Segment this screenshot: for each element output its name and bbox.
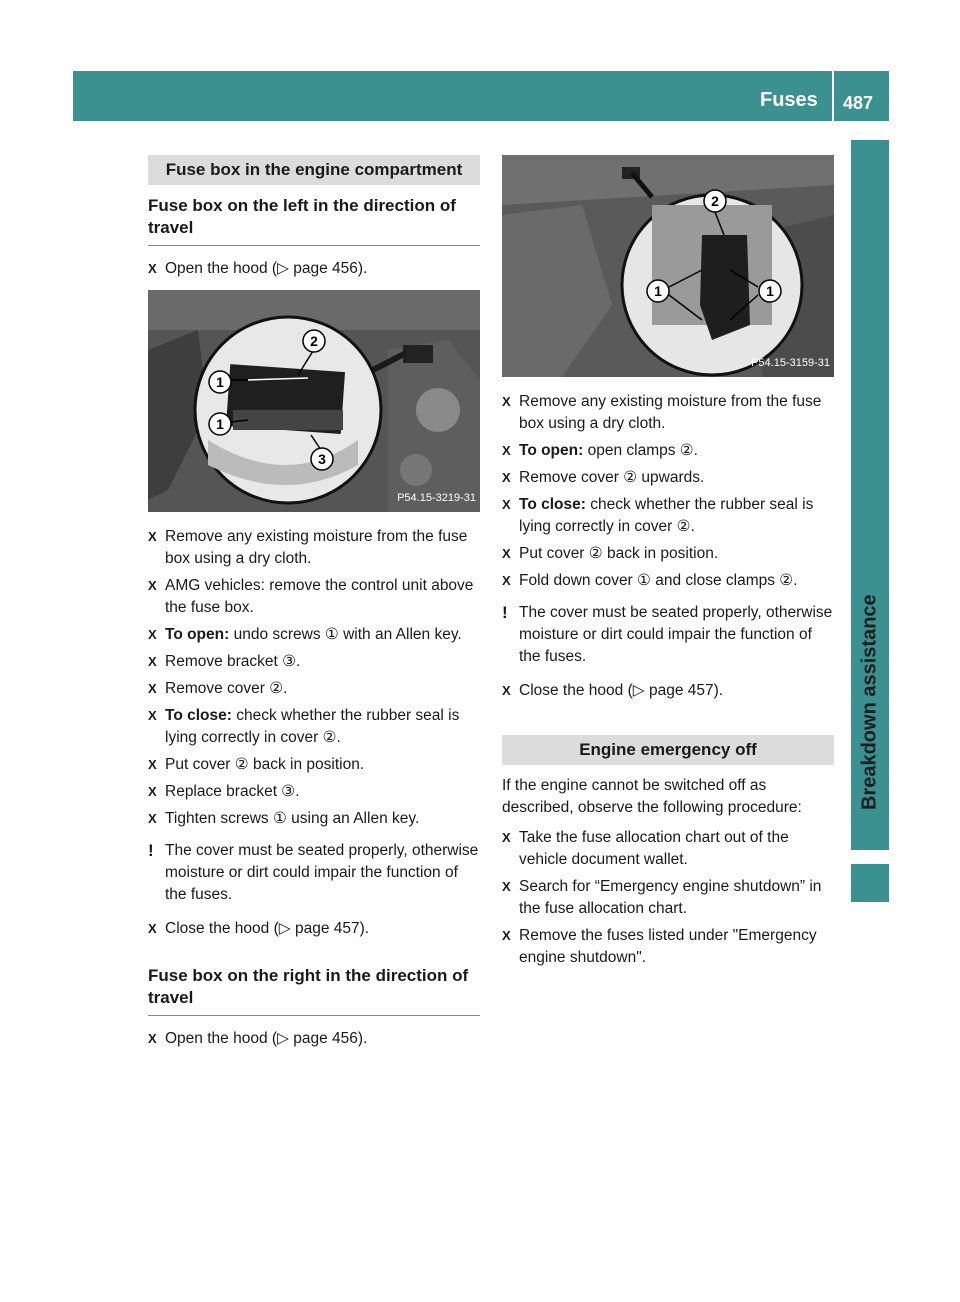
to-open-label: To open:	[165, 626, 230, 643]
subheading-right-fuse-box: Fuse box on the right in the direction of travel	[148, 965, 480, 1016]
callout-2-label: 2	[310, 333, 318, 349]
step-remove-cover: X Remove cover ②.	[148, 678, 480, 700]
callout-3-label: 3	[318, 451, 326, 467]
to-close-label-right: To close:	[519, 496, 586, 513]
callout-1-label-top: 1	[216, 374, 224, 390]
callout-1-label-bottom: 1	[216, 416, 224, 432]
step-to-open	[148, 624, 480, 646]
left-column	[148, 155, 480, 1055]
page-number: 487	[843, 93, 874, 113]
callout-1-label-left: 1	[654, 283, 662, 299]
step-remove-bracket: X Remove bracket ③.	[148, 651, 480, 673]
step-to-open-right	[502, 440, 834, 462]
engine-illustration-right	[502, 155, 834, 377]
step-remove-cover-upwards: X Remove cover ② upwards.	[502, 467, 834, 489]
side-marker-block	[851, 864, 889, 902]
to-open-text-right: open clamps ②.	[583, 442, 698, 459]
engine-photo-left	[148, 290, 480, 512]
step-amg-remove-control-unit: X AMG vehicles: remove the control unit above the fuse box.	[148, 575, 480, 619]
to-open-text: undo screws ① with an Allen key.	[229, 626, 462, 643]
section-title-emergency-off: Engine emergency off	[502, 735, 834, 765]
section-title-fuse-box: Fuse box in the engine compartment	[148, 155, 480, 185]
header-title: Fuses	[760, 89, 818, 111]
step-replace-bracket: X Replace bracket ③.	[148, 781, 480, 803]
photo-code-left: P54.15-3219-31	[397, 492, 476, 504]
step-put-cover-back: X Put cover ② back in position.	[148, 754, 480, 776]
step-search-shutdown: X Search for “Emergency engine shutdown” in the fuse allocation chart.	[502, 876, 834, 920]
step-close-hood: X Close the hood (▷ page 457).	[148, 918, 480, 940]
step-take-chart: X Take the fuse allocation chart out of the vehicle document wallet.	[502, 827, 834, 871]
side-tab-label: Breakdown assistance	[858, 594, 881, 810]
step-open-hood-right: X Open the hood (▷ page 456).	[148, 1028, 480, 1050]
step-to-close	[148, 705, 480, 749]
callout-1-label-right: 1	[766, 283, 774, 299]
warning-note-text: The cover must be seated properly, otherwise moisture or dirt could impair the function of the fuses.	[165, 842, 479, 903]
step-remove-fuses: X Remove the fuses listed under "Emergency engine shutdown".	[502, 925, 834, 969]
warning-note-text-right: The cover must be seated properly, otherwise moisture or dirt could impair the function of the fuses.	[519, 604, 833, 665]
to-close-text-right: check whether the rubber seal is lying correctly in cover ②.	[519, 496, 814, 535]
step-put-cover-back-right: X Put cover ② back in position.	[502, 543, 834, 565]
step-remove-moisture-right: X Remove any existing moisture from the fuse box using a dry cloth.	[502, 391, 834, 435]
step-remove-moisture: X Remove any existing moisture from the fuse box using a dry cloth.	[148, 526, 480, 570]
step-tighten-screws: X Tighten screws ① using an Allen key.	[148, 808, 480, 830]
right-column	[502, 155, 834, 974]
step-fold-down-cover: X Fold down cover ① and close clamps ②.	[502, 570, 834, 592]
to-open-label-right: To open:	[519, 442, 584, 459]
warning-icon: !	[502, 603, 508, 622]
step-open-hood: X Open the hood (▷ page 456).	[148, 258, 480, 280]
warning-note-right	[502, 602, 834, 668]
engine-illustration-left	[148, 290, 480, 512]
subheading-left-fuse-box: Fuse box on the left in the direction of travel	[148, 195, 480, 246]
to-close-label: To close:	[165, 707, 232, 724]
callout-2-label: 2	[711, 193, 719, 209]
warning-note	[148, 840, 480, 906]
engine-photo-right	[502, 155, 834, 377]
header-divider	[832, 71, 834, 121]
to-close-text: check whether the rubber seal is lying correctly in cover ②.	[165, 707, 460, 746]
emergency-intro: If the engine cannot be switched off as described, observe the following procedure:	[502, 777, 802, 816]
step-to-close-right	[502, 494, 834, 538]
step-close-hood-right: X Close the hood (▷ page 457).	[502, 680, 834, 702]
warning-icon: !	[148, 841, 154, 860]
photo-code-right: P54.15-3159-31	[751, 357, 830, 369]
